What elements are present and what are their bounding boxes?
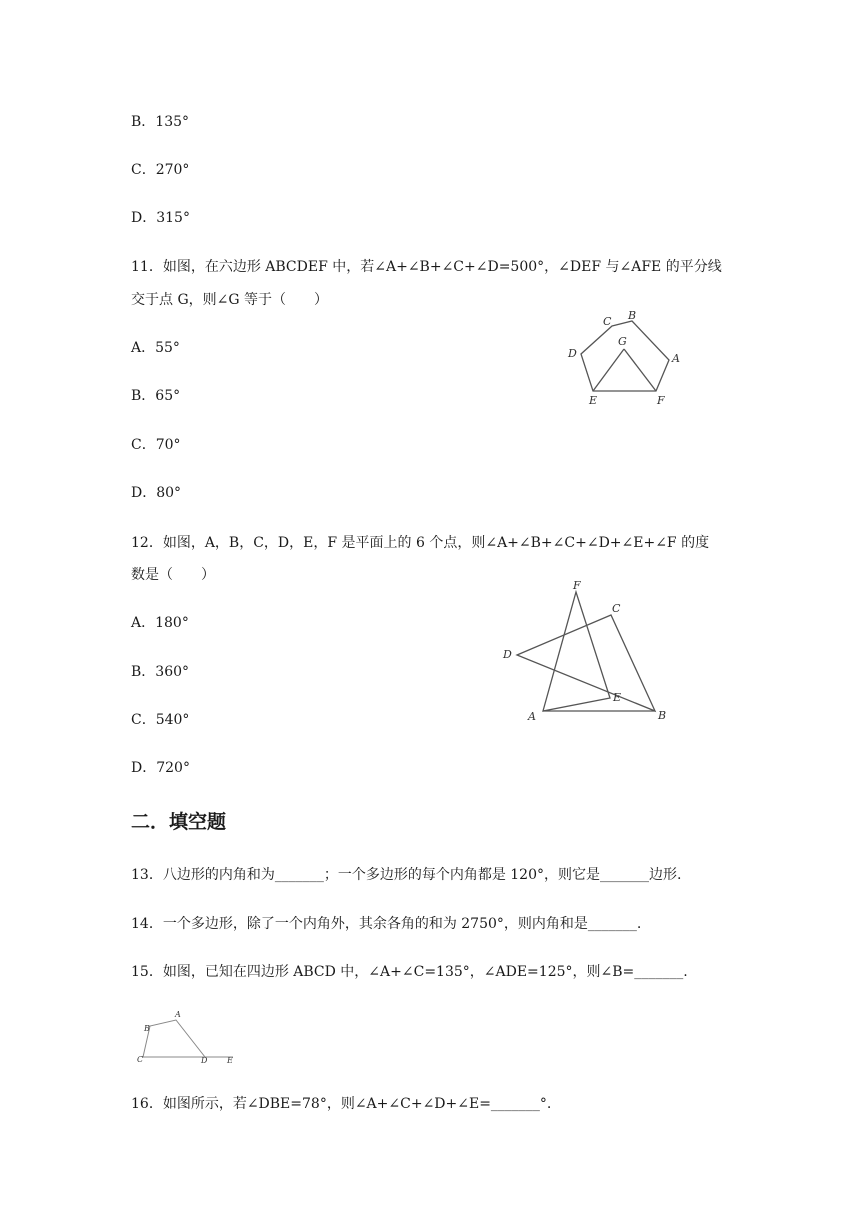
q15-label-e: E — [227, 1056, 233, 1065]
q12-label-a: A — [528, 710, 536, 723]
q15-text: 15．如图，已知在四边形 ABCD 中，∠A+∠C=135°，∠ADE=125°，则∠B=_______. — [131, 964, 688, 980]
q12-label-e: E — [613, 691, 622, 704]
q11-label-e: E — [589, 394, 598, 407]
q15-quadrilateral-figure — [135, 1008, 240, 1064]
q12-label-b: B — [658, 709, 667, 722]
q12-label-f: F — [573, 579, 581, 592]
q11-stem-line2: 交于点 G，则∠G 等于（ ） — [131, 292, 328, 308]
q10-option-c: C．270° — [131, 162, 190, 178]
q14-text: 14．一个多边形，除了一个内角外，其余各角的和为 2750°，则内角和是_______. — [131, 916, 642, 932]
q10-option-b: B．135° — [131, 114, 190, 130]
q12-option-a: A．180° — [131, 615, 189, 631]
q15-label-c: C — [137, 1055, 144, 1064]
q11-label-b: B — [628, 309, 637, 322]
q11-option-a: A．55° — [131, 340, 180, 356]
q15-label-b: B — [144, 1024, 150, 1033]
q12-stem-line1: 12．如图，A，B，C，D，E，F 是平面上的 6 个点，则∠A+∠B+∠C+∠D+∠E+∠F 的度 — [131, 535, 710, 551]
q12-triangles-figure — [495, 575, 680, 725]
q16-text: 16．如图所示，若∠DBE=78°，则∠A+∠C+∠D+∠E=_______°. — [131, 1096, 552, 1112]
q11-label-d: D — [568, 347, 577, 360]
q10-option-d: D．315° — [131, 210, 190, 226]
q12-label-c: C — [612, 602, 621, 615]
q15-label-d: D — [201, 1056, 208, 1065]
q12-option-c: C．540° — [131, 712, 190, 728]
q13-text: 13．八边形的内角和为_______；一个多边形的每个内角都是 120°，则它是_______边形. — [131, 867, 682, 883]
q11-label-g: G — [618, 335, 627, 348]
q11-hexagon-figure — [560, 305, 700, 410]
q11-label-c: C — [603, 315, 612, 328]
q12-option-b: B．360° — [131, 664, 190, 680]
q11-label-f: F — [657, 394, 665, 407]
q11-option-b: B．65° — [131, 388, 181, 404]
q12-label-d: D — [503, 648, 512, 661]
q15-label-a: A — [175, 1010, 181, 1019]
q11-option-c: C．70° — [131, 437, 181, 453]
q11-label-a: A — [672, 352, 680, 365]
q11-option-d: D．80° — [131, 485, 182, 501]
q11-stem-line1: 11．如图，在六边形 ABCDEF 中，若∠A+∠B+∠C+∠D=500°，∠DEF 与∠AFE 的平分线 — [131, 259, 722, 275]
q12-stem-line2: 数是（ ） — [131, 567, 215, 583]
section-heading: 二．填空题 — [131, 811, 227, 833]
q12-option-d: D．720° — [131, 760, 190, 776]
